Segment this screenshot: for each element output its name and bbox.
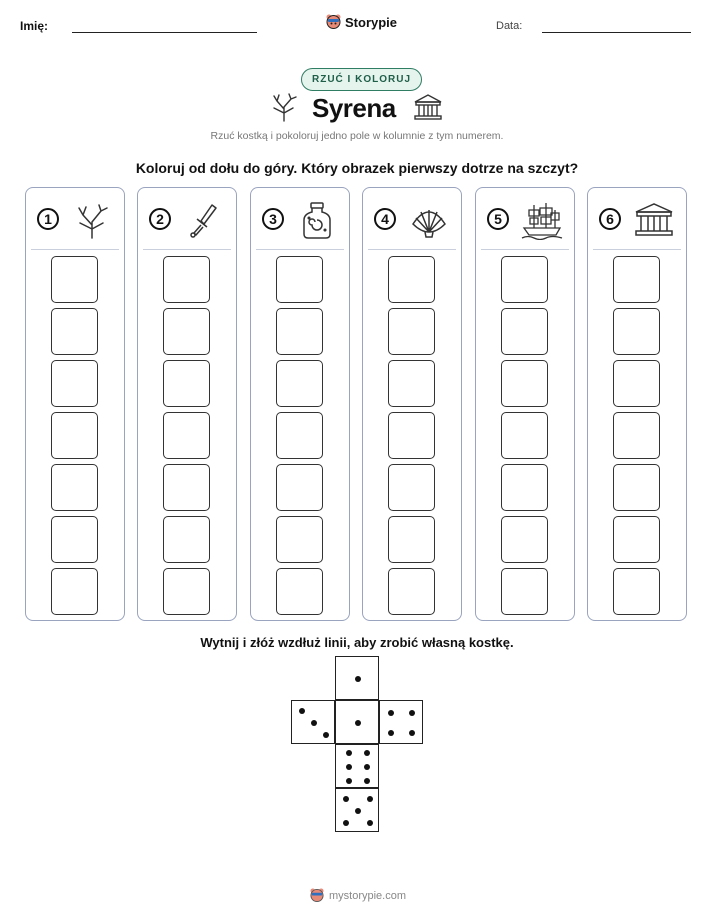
dice-pip [364,750,370,756]
instruction: Koloruj od dołu do góry. Który obrazek pierwszy dotrze na szczyt? [135,160,579,176]
color-cell[interactable] [388,568,435,615]
seashell-icon [407,200,451,240]
color-cell[interactable] [501,256,548,303]
dice-pip [355,676,361,682]
color-cell[interactable] [613,412,660,459]
color-cell[interactable] [501,360,548,407]
color-cell[interactable] [388,412,435,459]
dice-pip [367,820,373,826]
column-number: 1 [37,208,59,230]
dice-pip [364,764,370,770]
color-cell[interactable] [276,412,323,459]
bear-mascot-icon [310,888,324,903]
color-cell[interactable] [276,464,323,511]
color-cell[interactable] [51,516,98,563]
color-cell[interactable] [276,568,323,615]
dice-pip [343,820,349,826]
dice-face-5 [335,788,379,832]
column-divider [593,249,681,250]
color-cell[interactable] [501,568,548,615]
color-cell[interactable] [163,412,210,459]
dice-pip [343,796,349,802]
brand-name: Storypie [345,14,398,30]
color-cell[interactable] [51,568,98,615]
potion-bottle-icon [295,200,339,240]
coral-icon [70,200,114,240]
column-number: 5 [487,208,509,230]
color-cell[interactable] [276,256,323,303]
ship-icon [520,200,564,240]
color-cell[interactable] [501,464,548,511]
name-line[interactable] [72,32,257,33]
color-cell[interactable] [163,516,210,563]
color-cell[interactable] [276,308,323,355]
color-cell[interactable] [613,568,660,615]
column-4 [362,187,462,621]
dagger-icon [182,200,226,240]
temple-icon [413,93,443,121]
color-cell[interactable] [613,308,660,355]
dice-pip [409,730,415,736]
coral-icon [268,91,300,123]
color-cell[interactable] [388,516,435,563]
color-cell[interactable] [388,464,435,511]
dice-pip [323,732,329,738]
column-5 [475,187,575,621]
column-divider [31,249,119,250]
column-1 [25,187,125,621]
color-cell[interactable] [51,412,98,459]
dice-pip [355,720,361,726]
column-2 [137,187,237,621]
dice-face-1 [335,656,379,700]
color-cell[interactable] [51,308,98,355]
color-cell[interactable] [163,308,210,355]
color-cell[interactable] [163,360,210,407]
color-cell[interactable] [501,516,548,563]
column-6 [587,187,687,621]
color-cell[interactable] [613,516,660,563]
column-divider [368,249,456,250]
dice-face-1 [335,700,379,744]
color-cell[interactable] [388,360,435,407]
dice-pip [364,778,370,784]
dice-face-3 [291,700,335,744]
color-cell[interactable] [276,360,323,407]
color-cell[interactable] [51,360,98,407]
footer-site: mystorypie.com [329,889,407,902]
dice-pip [346,764,352,770]
dice-pip [346,778,352,784]
dice-face-6 [335,744,379,788]
color-cell[interactable] [501,308,548,355]
color-cell[interactable] [163,464,210,511]
dice-face-4 [379,700,423,744]
page-title: Syrena [312,93,396,123]
column-number: 2 [149,208,171,230]
color-cell[interactable] [501,412,548,459]
color-cell[interactable] [51,256,98,303]
dice-pip [299,708,305,714]
dice-pip [388,710,394,716]
temple-icon [632,200,676,240]
dice-pip [409,710,415,716]
cut-instruction: Wytnij i złóż wzdłuż linii, aby zrobić własną kostkę. [200,635,514,650]
color-cell[interactable] [613,256,660,303]
color-cell[interactable] [388,308,435,355]
dice-pip [346,750,352,756]
column-3 [250,187,350,621]
bear-mascot-icon [326,14,341,30]
column-number: 4 [374,208,396,230]
column-divider [143,249,231,250]
color-cell[interactable] [276,516,323,563]
date-label: Data: [496,20,523,32]
dice-pip [367,796,373,802]
color-cell[interactable] [163,256,210,303]
activity-badge: RZUĆ I KOLORUJ [301,68,422,91]
date-line[interactable] [542,32,691,33]
column-divider [256,249,344,250]
dice-pip [388,730,394,736]
dice-pip [355,808,361,814]
subtitle: Rzuć kostką i pokoloruj jedno pole w kolumnie z tym numerem. [210,130,504,142]
color-cell[interactable] [613,464,660,511]
color-cell[interactable] [51,464,98,511]
brand-logo [326,14,397,30]
color-cell[interactable] [388,256,435,303]
color-cell[interactable] [163,568,210,615]
column-number: 3 [262,208,284,230]
name-label: Imię: [20,19,49,33]
dice-pip [311,720,317,726]
column-number: 6 [599,208,621,230]
footer [310,888,406,903]
column-divider [481,249,569,250]
color-cell[interactable] [613,360,660,407]
